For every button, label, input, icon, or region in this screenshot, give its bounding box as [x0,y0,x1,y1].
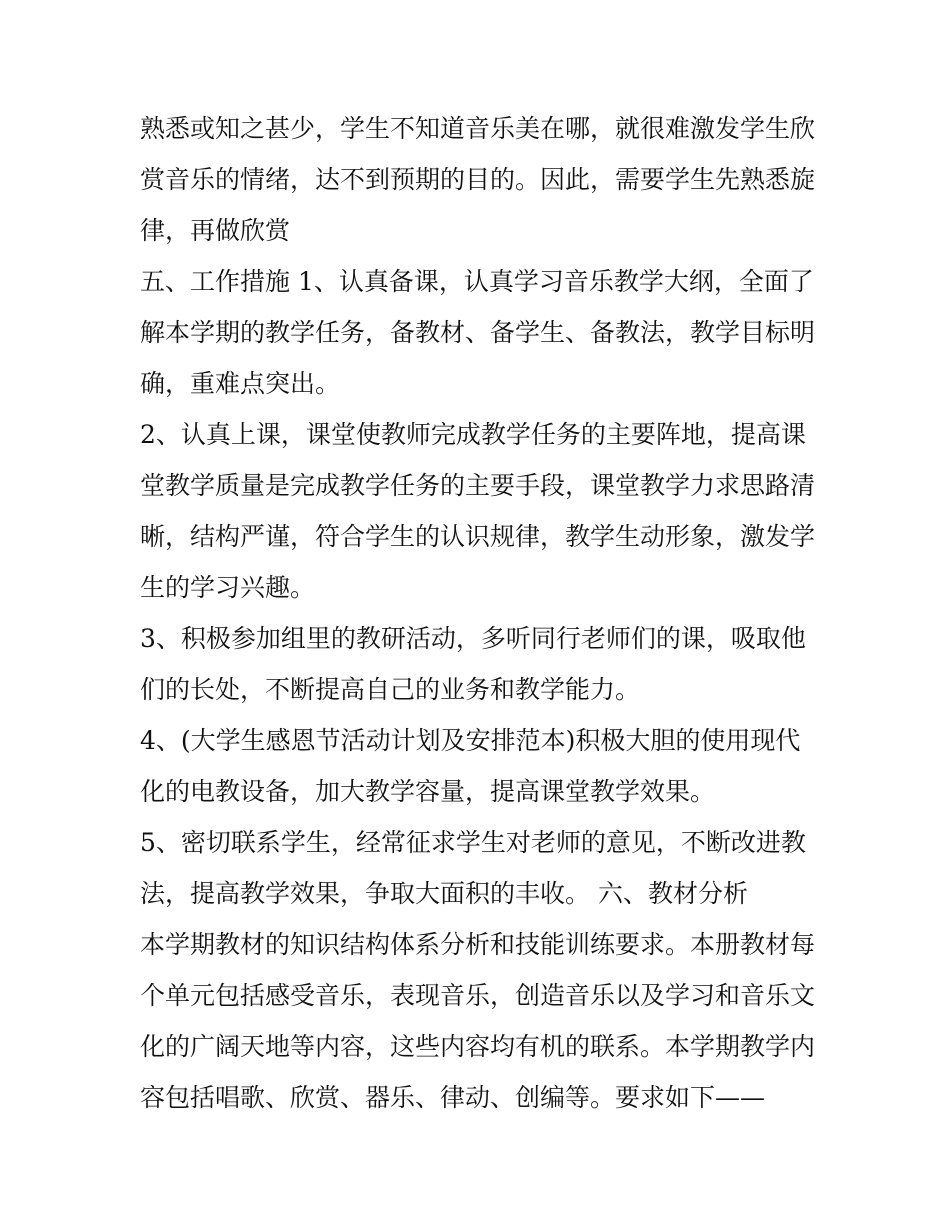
text-line: 容包括唱歌、欣赏、器乐、律动、创编等。要求如下—— [140,1083,766,1112]
text-line: 生的学习兴趣。 [140,573,316,602]
text-line: 本学期教材的知识结构体系分析和技能训练要求。本册教材每 [140,930,816,959]
text-line: 个单元包括感受音乐，表现音乐，创造音乐以及学习和音乐文 [140,981,816,1010]
text-line: 法，提高教学效果，争取大面积的丰收。 六、教材分析 [140,879,748,908]
text-line: 五、工作措施 1、认真备课，认真学习音乐教学大纲，全面了 [140,267,814,296]
text-line: 堂教学质量是完成教学任务的主要手段，课堂教学力求思路清 [140,471,816,500]
text-line: 5、密切联系学生，经常征求学生对老师的意见，不断改进教 [140,828,806,857]
text-line: 们的长处，不断提高自己的业务和教学能力。 [140,675,641,704]
text-line: 赏音乐的情绪，达不到预期的目的。因此，需要学生先熟悉旋 [140,165,816,194]
text-line: 晰，结构严谨，符合学生的认识规律，教学生动形象，激发学 [140,522,816,551]
text-line: 熟悉或知之甚少，学生不知道音乐美在哪，就很难激发学生欣 [140,114,816,143]
text-line: 律，再做欣赏 [140,216,291,245]
text-line: 化的广阔天地等内容，这些内容均有机的联系。本学期教学内 [140,1032,816,1061]
text-line: 确，重难点突出。 [140,369,341,398]
text-line: 化的电教设备，加大教学容量，提高课堂教学效果。 [140,777,716,806]
text-line: 2、认真上课，课堂使教师完成教学任务的主要阵地，提高课 [140,420,806,449]
text-line: 4、(大学生感恩节活动计划及安排范本)积极大胆的使用现代 [140,726,801,755]
text-line: 解本学期的教学任务，备教材、备学生、备教法，教学目标明 [140,318,816,347]
document-body [140,103,830,1123]
text-line: 3、积极参加组里的教研活动，多听同行老师们的课，吸取他 [140,624,806,653]
